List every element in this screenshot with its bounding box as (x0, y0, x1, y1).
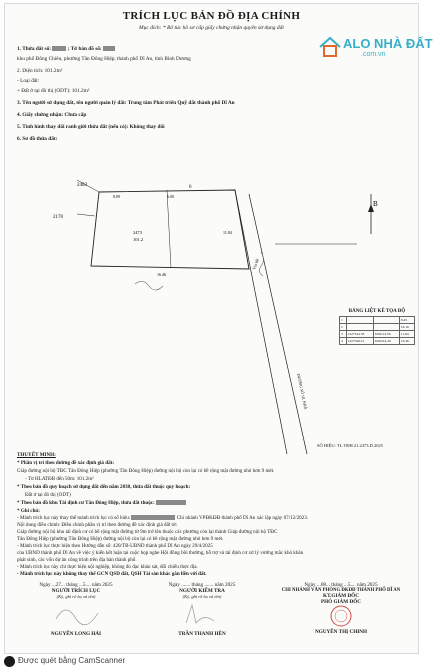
field-land-type-label: - Loại đất: (17, 78, 40, 84)
coordinate-row (340, 338, 415, 345)
field-owner: 3. Tên người sử dụng đất, tên người quản lý đất: Trung tâm Phát triển Quỹ đất thành phố Dĩ An (17, 100, 235, 106)
coordinate-cell: 1227544.78 (346, 331, 373, 338)
signature-role-3b: KT.GIÁM ĐỐC (323, 593, 359, 599)
coordinate-cell (373, 317, 399, 324)
handwritten-mark (135, 281, 163, 290)
explanation-line-6 (17, 500, 186, 506)
coordinate-table-title: BẢNG LIỆT KÊ TỌA ĐỘ (348, 309, 406, 314)
signature-date-3: Ngày ...08... tháng ...5.... năm 2025 (304, 582, 378, 588)
label-parcel-number: 2473 (133, 230, 142, 235)
field-diagram-label: 6. Sơ đồ thửa đất: (17, 136, 58, 142)
parcel-divider (167, 190, 171, 268)
document-number: SỐ HIỆU: TL.TĐH.21.2473.D.2025 (317, 443, 384, 448)
sheet-label: ; Tờ bản đồ số: (67, 46, 102, 52)
document-purpose: Mục đích: * Bổ túc hồ sơ cấp giấy chứng nhận quyền sử dụng đất (139, 25, 284, 31)
scanner-footer (0, 654, 421, 670)
label-edge-bottom: 16.46 (157, 272, 166, 277)
signature-scribble-2 (172, 599, 232, 629)
signature-role-2: NGƯỜI KIỂM TRA (179, 588, 225, 594)
road-edge-left (235, 190, 287, 454)
coordinate-cell: 11.84 (399, 331, 414, 338)
label-6: 6 (189, 185, 192, 190)
coordinate-cell: 8.06114.56 (373, 331, 399, 338)
coordinate-cell (346, 317, 373, 324)
coordinate-cell: 16.46 (399, 338, 414, 345)
signature-name-3: NGUYỄN THỊ CHINH (314, 629, 368, 635)
coordinate-cell (373, 324, 399, 331)
label-parcel-area: 101.2 (133, 237, 144, 242)
coordinate-row (340, 317, 415, 324)
label-edge-top2: 6.00 (167, 194, 174, 199)
signature-scribble-1 (46, 599, 106, 629)
signature-hint-2: (Ký, ghi rõ họ và tên) (182, 594, 222, 599)
explanation-line-5: Đất ở tại đô thị (ODT) (25, 492, 71, 498)
field-land-type: + Đất ở tại đô thị (ODT): 101.2m² (17, 88, 90, 94)
explanation-line-8 (17, 515, 308, 521)
signature-date-1: Ngày ...27... tháng ...5.... năm 2025 (39, 582, 113, 588)
explanation-line-6-text: * Theo bản đồ khu Tái định cư Tân Đông Hiệp, thửa đất thuộc: (17, 500, 155, 506)
watermark-logo (317, 34, 433, 70)
signature-name-1: NGUYỄN LONG HẢI (50, 631, 102, 637)
field-certificate: 4. Giấy chứng nhận: Chưa cấp (17, 112, 87, 118)
explanation-line-3: - Từ HLATĐB đến 50m: 101.2m² (25, 476, 94, 482)
redacted-parcel-number (52, 46, 66, 51)
signature-name-2: TRẦN THANH HÊN (178, 631, 226, 637)
signature-role-1: NGƯỜI TRÍCH LỤC (51, 588, 101, 594)
signature-role-3: CHI NHÁNH VĂN PHÒNG ĐKĐĐ THÀNH PHỐ DĨ AN (281, 588, 401, 593)
coordinate-cell: 16.16 (399, 324, 414, 331)
coordinate-cell: 4 (340, 338, 347, 345)
coordinate-table (339, 316, 415, 345)
explanation-line-7: * Ghi chú: (17, 508, 40, 514)
coordinate-row (340, 331, 415, 338)
coordinate-cell: 3 (340, 331, 347, 338)
document-page (4, 3, 433, 654)
parcel-label: 1. Thửa đất số: (17, 46, 51, 52)
redacted-resettlement (156, 500, 186, 505)
signature-block-checker (143, 582, 261, 637)
explanation-line-11: Tân Đông Hiệp (phường Tân Đông Hiệp) đường nội bộ còn lại có bề rộng mặt đường nhỏ hơn 9 mét. (17, 536, 224, 542)
field-location: khu phố Đông Chiêu, phường Tân Đông Hiệp, thành phố Dĩ An, tỉnh Bình Dương (17, 56, 191, 62)
explanation-line-15: - Mảnh trích lục này chỉ thực hiện nội nghiệp, không đo đạc khảo sát, đối chiếu thực địa. (17, 564, 198, 570)
explanation-heading: THUYẾT MINH: (17, 452, 56, 458)
label-road-name: ĐƯỜNG SỐ 18, NHÀ (296, 373, 309, 410)
explanation-line-8a: - Mảnh trích lục này thay thế mảnh trích lục có số hiệu: (17, 515, 131, 521)
redacted-sheet-number (103, 46, 115, 51)
label-edge-right: 11.84 (223, 230, 232, 235)
explanation-line-14: phát sinh, các vốn dự án công trình trên địa bàn thành phố. (17, 557, 137, 563)
explanation-line-1: * Phần vị trí theo đường đề xác định giá đất: (17, 460, 115, 466)
explanation-line-4: * Theo bản đồ quy hoạch sử dụng đất đến năm 2030, thửa đất thuộc quy hoạch: (17, 484, 191, 490)
explanation-line-2: Giáp đường nội bộ TĐC Tân Đông Hiệp (phường Tân Đông Hiệp) đường nội bộ còn lại có bề rộng mặt đường nhỏ hơn 9 mét. (17, 468, 275, 474)
document-title: TRÍCH LỤC BẢN ĐỒ ĐỊA CHÍNH (122, 10, 301, 22)
north-label: B (373, 200, 378, 208)
handwritten-mark-road (259, 252, 263, 276)
camscanner-icon (4, 656, 15, 667)
coordinate-cell: 8.45 (399, 317, 414, 324)
watermark-domain: .com.vn (361, 51, 386, 58)
coordinate-cell: 1 (340, 317, 347, 324)
signature-block-director (267, 582, 415, 635)
label-edge-top: 8.09 (113, 194, 120, 199)
coordinate-cell (346, 324, 373, 331)
scanner-text: Được quét bằng CamScanner (18, 656, 126, 665)
explanation-line-12: - Mảnh trích lục thực hiện theo Hướng dẫn số: 420/TB-UBND thành phố Dĩ An ngày 29/4/2025 (17, 543, 213, 549)
house-logo-icon (317, 34, 343, 60)
watermark-brand: ALO NHÀ ĐẤT (343, 36, 433, 51)
field-boundary: 5. Tình hình thay đổi ranh giới thửa đất (nếu có): Không thay đổi (17, 124, 165, 130)
coordinate-row (340, 324, 415, 331)
signature-role-3c: PHÓ GIÁM ĐỐC (320, 599, 362, 605)
explanation-line-13: của UBND thành phố Dĩ An về việc ý kiến kết luận tại cuộc họp nghe Hội đồng bồi thường, hỗ trợ và tái định cư xử lý vướng mắc khó khăn (17, 550, 304, 556)
road-edge-right (249, 194, 307, 454)
explanation-line-10: Giáp đường nội bộ khu tái định cư có bề rộng mặt đường từ 9m trở lên thuộc các phường còn lại thành Giáp đường nội bộ TĐC (17, 529, 278, 535)
coordinate-cell: 8.06414.40 (373, 338, 399, 345)
official-stamp-icon (306, 605, 376, 627)
field-area: 2. Diện tích: 101.2m² (17, 68, 63, 74)
label-road-small: Vỉa Hè (251, 257, 260, 271)
coordinate-table-block (339, 309, 415, 345)
explanation-line-8b: Chi nhánh VPĐKĐĐ thành phố Dĩ An xác lập ngày 07/12/2023. (176, 515, 309, 521)
explanation-line-9: Nội dung điều chỉnh: Điều chỉnh phần vị trí theo đường đề xác định giá đất từ: (17, 522, 178, 528)
redacted-old-number (131, 515, 175, 520)
coordinate-cell: 1227546.21 (346, 338, 373, 345)
field-parcel (17, 46, 115, 52)
signature-hint-1: (Ký, ghi rõ họ và tên) (56, 594, 96, 599)
label-parcel-left: 2170 (53, 215, 63, 220)
label-parcel-top: 2403 (77, 183, 87, 188)
signature-block-extractor (17, 582, 135, 637)
explanation-line-16: - Mảnh trích lục này không thay thế GCN QSD đất, QSH Tài sản khác gắn liền với đất. (17, 571, 207, 577)
signature-date-2: Ngày ....... tháng ....... năm 2025 (168, 582, 236, 588)
coordinate-cell: 2 (340, 324, 347, 331)
